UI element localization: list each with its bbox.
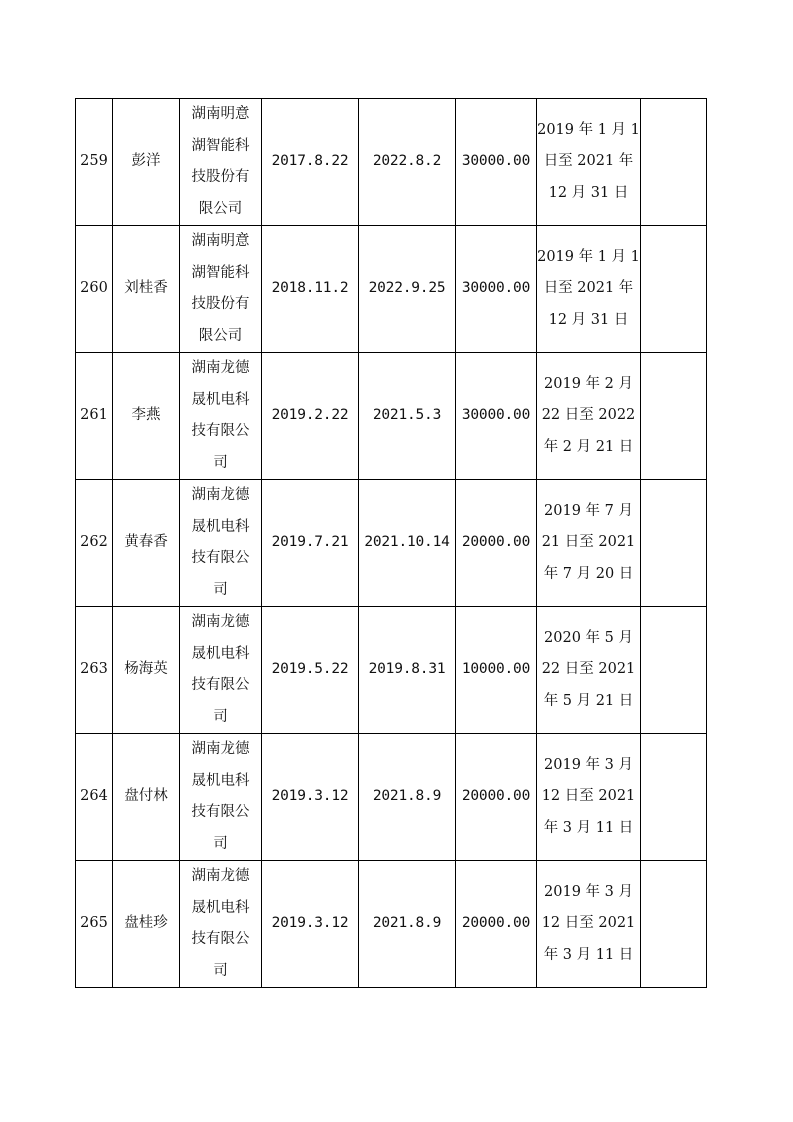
start-date-cell: 2019.7.21 <box>262 480 359 607</box>
table-body <box>76 99 707 988</box>
company-line: 湖智能科 <box>191 137 250 154</box>
company-cell <box>180 99 262 226</box>
period-line: 21 日至 2021 <box>541 534 636 551</box>
table-row <box>76 353 707 480</box>
company-cell <box>180 353 262 480</box>
company-line: 限公司 <box>198 327 243 344</box>
amount-cell: 20000.00 <box>456 861 537 988</box>
company-line: 技有限公 <box>191 677 250 693</box>
period-line: 2019 年 3 月 <box>544 756 633 773</box>
period-line: 12 日至 2021 <box>541 915 636 932</box>
company-line: 湖南龙德 <box>191 487 250 503</box>
person-name-cell: 黄春香 <box>113 480 180 607</box>
start-date-cell: 2019.5.22 <box>262 607 359 734</box>
note-cell <box>641 607 707 734</box>
company-line: 晟机电科 <box>191 645 250 662</box>
period-line: 年 3 月 11 日 <box>543 946 634 963</box>
person-name-cell: 李燕 <box>113 353 180 480</box>
company-line: 湖南明意 <box>191 233 250 249</box>
person-name-cell: 彭洋 <box>113 99 180 226</box>
row-number-cell: 261 <box>76 353 113 480</box>
subsidy-period-cell <box>537 226 641 353</box>
row-number-cell: 263 <box>76 607 113 734</box>
start-date-cell: 2019.2.22 <box>262 353 359 480</box>
end-date-cell: 2021.5.3 <box>359 353 456 480</box>
period-line: 2019 年 7 月 <box>544 502 633 519</box>
company-line: 湖智能科 <box>191 264 250 281</box>
start-date-cell: 2018.11.2 <box>262 226 359 353</box>
company-line: 湖南龙德 <box>191 741 250 757</box>
company-line: 技股份有 <box>191 169 250 185</box>
company-cell <box>180 226 262 353</box>
note-cell <box>641 226 707 353</box>
period-line: 12 日至 2021 <box>541 788 636 805</box>
end-date-cell: 2021.8.9 <box>359 734 456 861</box>
period-line: 2020 年 5 月 <box>544 629 633 646</box>
company-line: 晟机电科 <box>191 772 250 789</box>
row-number-cell: 262 <box>76 480 113 607</box>
company-line: 晟机电科 <box>191 391 250 408</box>
subsidy-period-cell <box>537 353 641 480</box>
end-date-cell: 2021.8.9 <box>359 861 456 988</box>
table-row <box>76 99 707 226</box>
period-line: 12 月 31 日 <box>548 184 629 201</box>
period-line: 12 月 31 日 <box>548 311 629 328</box>
period-line: 年 3 月 11 日 <box>543 819 634 836</box>
end-date-cell: 2021.10.14 <box>359 480 456 607</box>
subsidy-period-cell <box>537 734 641 861</box>
company-cell <box>180 480 262 607</box>
person-name-cell: 杨海英 <box>113 607 180 734</box>
row-number-cell: 265 <box>76 861 113 988</box>
period-line: 日至 2021 年 <box>543 280 634 297</box>
company-line: 湖南龙德 <box>191 868 250 884</box>
period-line: 22 日至 2022 <box>541 407 636 424</box>
company-line: 技有限公 <box>191 550 250 566</box>
company-line: 晟机电科 <box>191 518 250 535</box>
note-cell <box>641 734 707 861</box>
period-line: 日至 2021 年 <box>543 153 634 170</box>
table-row <box>76 226 707 353</box>
amount-cell: 10000.00 <box>456 607 537 734</box>
table-row <box>76 861 707 988</box>
amount-cell: 20000.00 <box>456 480 537 607</box>
period-line: 22 日至 2021 <box>541 661 636 678</box>
company-line: 技股份有 <box>191 296 250 312</box>
company-line: 司 <box>213 835 228 852</box>
company-line: 湖南龙德 <box>191 614 250 630</box>
amount-cell: 30000.00 <box>456 353 537 480</box>
end-date-cell: 2022.8.2 <box>359 99 456 226</box>
period-line: 年 7 月 20 日 <box>543 565 634 582</box>
company-line: 技有限公 <box>191 804 250 820</box>
start-date-cell: 2019.3.12 <box>262 861 359 988</box>
period-line: 2019 年 1 月 1 <box>537 121 640 138</box>
row-number-cell: 260 <box>76 226 113 353</box>
end-date-cell: 2019.8.31 <box>359 607 456 734</box>
note-cell <box>641 480 707 607</box>
company-line: 司 <box>213 962 228 979</box>
amount-cell: 30000.00 <box>456 99 537 226</box>
subsidy-period-cell <box>537 480 641 607</box>
subsidy-period-cell <box>537 99 641 226</box>
person-name-cell: 刘桂香 <box>113 226 180 353</box>
person-name-cell: 盘付林 <box>113 734 180 861</box>
company-line: 湖南龙德 <box>191 360 250 376</box>
subsidy-period-cell <box>537 861 641 988</box>
period-line: 2019 年 2 月 <box>544 375 633 392</box>
person-name-cell: 盘桂珍 <box>113 861 180 988</box>
company-line: 司 <box>213 581 228 598</box>
end-date-cell: 2022.9.25 <box>359 226 456 353</box>
company-line: 技有限公 <box>191 423 250 439</box>
start-date-cell: 2019.3.12 <box>262 734 359 861</box>
note-cell <box>641 99 707 226</box>
period-line: 2019 年 3 月 <box>544 883 633 900</box>
start-date-cell: 2017.8.22 <box>262 99 359 226</box>
note-cell <box>641 353 707 480</box>
row-number-cell: 264 <box>76 734 113 861</box>
company-cell <box>180 734 262 861</box>
amount-cell: 20000.00 <box>456 734 537 861</box>
table-row <box>76 480 707 607</box>
amount-cell: 30000.00 <box>456 226 537 353</box>
note-cell <box>641 861 707 988</box>
table-row <box>76 607 707 734</box>
company-cell <box>180 861 262 988</box>
company-cell <box>180 607 262 734</box>
table-row <box>76 734 707 861</box>
company-line: 司 <box>213 708 228 725</box>
subsidy-table <box>75 98 707 988</box>
period-line: 年 2 月 21 日 <box>543 438 634 455</box>
row-number-cell: 259 <box>76 99 113 226</box>
subsidy-period-cell <box>537 607 641 734</box>
period-line: 年 5 月 21 日 <box>543 692 634 709</box>
company-line: 湖南明意 <box>191 106 250 122</box>
company-line: 技有限公 <box>191 931 250 947</box>
company-line: 限公司 <box>198 200 243 217</box>
company-line: 司 <box>213 454 228 471</box>
company-line: 晟机电科 <box>191 899 250 916</box>
period-line: 2019 年 1 月 1 <box>537 248 640 265</box>
